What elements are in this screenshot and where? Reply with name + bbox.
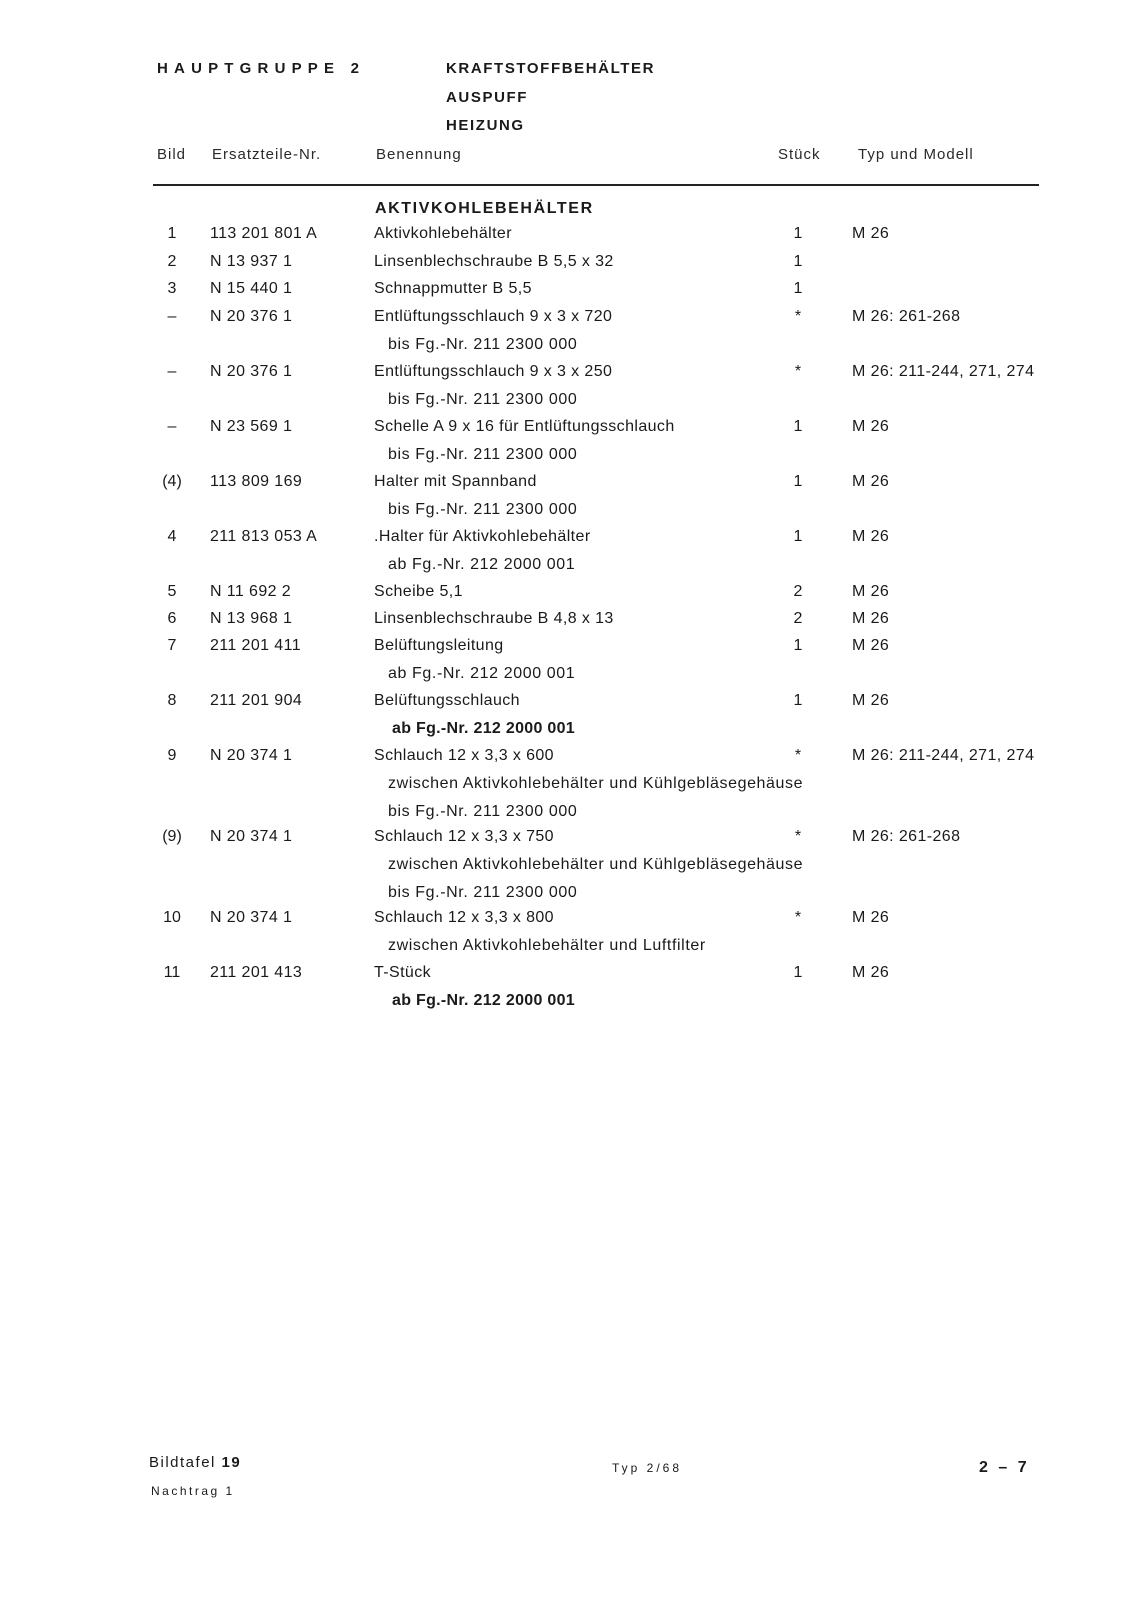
row-quantity: 1 <box>793 253 803 270</box>
row-bild: – <box>167 363 177 380</box>
row-model: M 26 <box>852 692 890 709</box>
row-description: .Halter für Aktivkohlebehälter <box>374 528 591 545</box>
row-part-number: 113 201 801 A <box>210 225 318 242</box>
row-bild: 2 <box>167 253 177 270</box>
row-model: M 26: 261-268 <box>852 828 961 845</box>
page-number: 2 – 7 <box>979 1459 1030 1476</box>
row-part-number: 113 809 169 <box>210 473 303 490</box>
row-bild: (9) <box>162 828 182 845</box>
group-title-3: HEIZUNG <box>446 117 525 134</box>
row-model: M 26 <box>852 964 890 981</box>
row-description: Schlauch 12 x 3,3 x 600 <box>374 747 554 764</box>
row-bild: 10 <box>163 909 181 926</box>
row-bild: 1 <box>167 225 177 242</box>
header-rule <box>153 184 1039 186</box>
row-part-number: 211 201 411 <box>210 637 302 654</box>
row-bild: – <box>167 308 177 325</box>
row-note: bis Fg.-Nr. 211 2300 000 <box>388 446 578 463</box>
nachtrag: Nachtrag 1 <box>151 1484 235 1498</box>
row-note: zwischen Aktivkohlebehälter und Kühlgebläsegehäuse <box>388 856 804 873</box>
row-note: ab Fg.-Nr. 212 2000 001 <box>388 556 576 573</box>
row-description: Aktivkohlebehälter <box>374 225 512 242</box>
row-note: bis Fg.-Nr. 211 2300 000 <box>388 336 578 353</box>
row-quantity: * <box>794 909 802 926</box>
row-model: M 26 <box>852 418 890 435</box>
row-part-number: 211 201 904 <box>210 692 303 709</box>
row-part-number: N 13 968 1 <box>210 610 293 627</box>
row-part-number: N 20 376 1 <box>210 363 293 380</box>
row-description: Schlauch 12 x 3,3 x 750 <box>374 828 554 845</box>
row-note: ab Fg.-Nr. 212 2000 001 <box>388 665 576 682</box>
typ-footer: Typ 2/68 <box>612 1461 683 1475</box>
row-model: M 26 <box>852 637 890 654</box>
row-bild: 5 <box>167 583 177 600</box>
row-quantity: 1 <box>793 473 803 490</box>
row-quantity: 2 <box>793 610 803 627</box>
row-note: ab Fg.-Nr. 212 2000 001 <box>392 992 576 1009</box>
row-part-number: N 20 374 1 <box>210 828 293 845</box>
row-model: M 26 <box>852 225 890 242</box>
bildtafel-label: Bildtafel <box>149 1454 216 1471</box>
row-part-number: N 15 440 1 <box>210 280 293 297</box>
row-note: bis Fg.-Nr. 211 2300 000 <box>388 803 578 820</box>
row-bild: 6 <box>167 610 177 627</box>
row-bild: 9 <box>167 747 177 764</box>
row-bild: 8 <box>167 692 177 709</box>
row-part-number: N 13 937 1 <box>210 253 293 270</box>
column-header-nr: Ersatzteile-Nr. <box>212 146 322 163</box>
column-header-typ: Typ und Modell <box>858 146 974 163</box>
row-bild: 3 <box>167 280 177 297</box>
row-description: Entlüftungsschlauch 9 x 3 x 720 <box>374 308 613 325</box>
row-part-number: N 20 374 1 <box>210 747 293 764</box>
row-model: M 26 <box>852 610 890 627</box>
row-quantity: 1 <box>793 418 803 435</box>
row-quantity: 2 <box>793 583 803 600</box>
row-quantity: 1 <box>793 692 803 709</box>
row-part-number: 211 813 053 A <box>210 528 318 545</box>
column-header-benennung: Benennung <box>376 146 462 163</box>
row-description: T-Stück <box>374 964 432 981</box>
row-part-number: N 23 569 1 <box>210 418 293 435</box>
row-quantity: 1 <box>793 964 803 981</box>
row-description: Scheibe 5,1 <box>374 583 463 600</box>
row-description: Linsenblechschraube B 5,5 x 32 <box>374 253 614 270</box>
row-model: M 26: 211-244, 271, 274 <box>852 747 1035 764</box>
row-quantity: 1 <box>793 225 803 242</box>
row-bild: – <box>167 418 177 435</box>
row-quantity: 1 <box>793 280 803 297</box>
row-bild: 7 <box>167 637 177 654</box>
row-description: Schlauch 12 x 3,3 x 800 <box>374 909 554 926</box>
row-quantity: 1 <box>793 528 803 545</box>
row-description: Schnappmutter B 5,5 <box>374 280 532 297</box>
row-model: M 26 <box>852 583 890 600</box>
row-description: Schelle A 9 x 16 für Entlüftungsschlauch <box>374 418 675 435</box>
row-bild: 4 <box>167 528 177 545</box>
row-model: M 26 <box>852 473 890 490</box>
row-part-number: N 20 376 1 <box>210 308 293 325</box>
row-model: M 26: 261-268 <box>852 308 961 325</box>
row-quantity: 1 <box>793 637 803 654</box>
group-title-2: AUSPUFF <box>446 89 529 106</box>
row-note: bis Fg.-Nr. 211 2300 000 <box>388 884 578 901</box>
row-part-number: N 20 374 1 <box>210 909 293 926</box>
row-model: M 26 <box>852 528 890 545</box>
row-quantity: * <box>794 828 802 845</box>
row-note: zwischen Aktivkohlebehälter und Luftfilter <box>388 937 706 954</box>
row-quantity: * <box>794 363 802 380</box>
row-note: bis Fg.-Nr. 211 2300 000 <box>388 501 578 518</box>
column-header-bild: Bild <box>157 146 187 163</box>
row-part-number: 211 201 413 <box>210 964 303 981</box>
row-model: M 26 <box>852 909 890 926</box>
row-note: bis Fg.-Nr. 211 2300 000 <box>388 391 578 408</box>
bildtafel-number: 19 <box>221 1454 242 1471</box>
row-bild: 11 <box>163 964 181 981</box>
row-description: Halter mit Spannband <box>374 473 537 490</box>
row-bild: (4) <box>162 473 182 490</box>
row-part-number: N 11 692 2 <box>210 583 292 600</box>
row-quantity: * <box>794 308 802 325</box>
group-label: HAUPTGRUPPE 2 <box>157 60 366 77</box>
group-title-1: KRAFTSTOFFBEHÄLTER <box>446 60 656 77</box>
bildtafel <box>149 1454 241 1471</box>
row-quantity: * <box>794 747 802 764</box>
column-header-stueck: Stück <box>778 146 821 163</box>
row-description: Entlüftungsschlauch 9 x 3 x 250 <box>374 363 613 380</box>
row-model: M 26: 211-244, 271, 274 <box>852 363 1035 380</box>
row-note: zwischen Aktivkohlebehälter und Kühlgebläsegehäuse <box>388 775 804 792</box>
row-note: ab Fg.-Nr. 212 2000 001 <box>392 720 576 737</box>
row-description: Belüftungsleitung <box>374 637 504 654</box>
row-description: Belüftungsschlauch <box>374 692 520 709</box>
row-description: Linsenblechschraube B 4,8 x 13 <box>374 610 614 627</box>
section-title: AKTIVKOHLEBEHÄLTER <box>375 200 594 217</box>
